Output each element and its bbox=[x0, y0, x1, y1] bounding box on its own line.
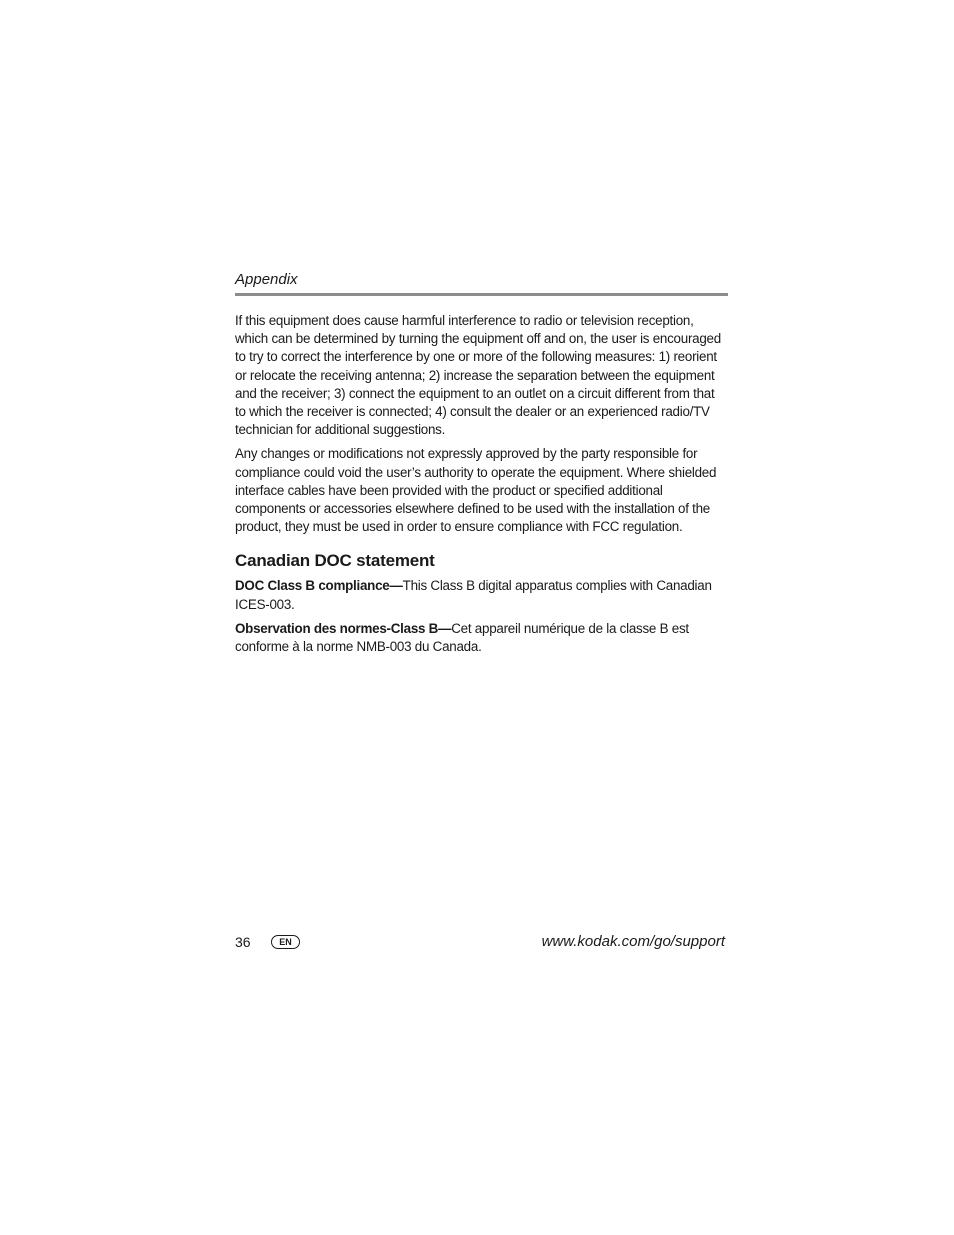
language-badge-icon: EN bbox=[271, 935, 300, 949]
document-page bbox=[235, 0, 728, 1235]
doc-class-b-lead: DOC Class B compliance— bbox=[235, 578, 403, 594]
running-head: Appendix bbox=[235, 271, 298, 288]
page-footer bbox=[235, 932, 725, 952]
interference-paragraph: If this equipment does cause harmful interference to radio or television reception, which can be determined by turning the equipment off and on, the user is encouraged to try to correct the interference by one or more of the following measures: 1) reorient or relocate the receiving antenna; 2) increase the separation between the equipment and the receiver; 3) connect the equipment to an outlet on a circuit different from that to which the receiver is connected; 4) consult the dealer or an experienced radio/TV technician for additional suggestions. bbox=[235, 313, 721, 438]
doc-class-b-text: This Class B digital apparatus complies with Canadian ICES-003. bbox=[235, 578, 712, 612]
section-title: Canadian DOC statement bbox=[235, 551, 435, 571]
header-rule bbox=[235, 293, 728, 296]
observation-lead: Observation des normes-Class B— bbox=[235, 620, 452, 636]
document-body bbox=[235, 312, 728, 662]
doc-class-b-paragraph bbox=[235, 577, 728, 613]
observation-paragraph bbox=[235, 620, 728, 656]
support-url-link[interactable]: www.kodak.com/go/support bbox=[541, 933, 725, 950]
modifications-paragraph: Any changes or modifications not expressly approved by the party responsible for compliance could void the user’s authority to operate the equipment. Where shielded interface cables have been provided with the product or specified additional components or accessories elsewhere defined to be used with the installation of the product, they must be used in order to ensure compliance with FCC regulation. bbox=[235, 446, 717, 535]
page-number: 36 bbox=[235, 934, 251, 950]
observation-text: Cet appareil numérique de la classe B est conforme à la norme NMB-003 du Canada. bbox=[235, 620, 689, 655]
